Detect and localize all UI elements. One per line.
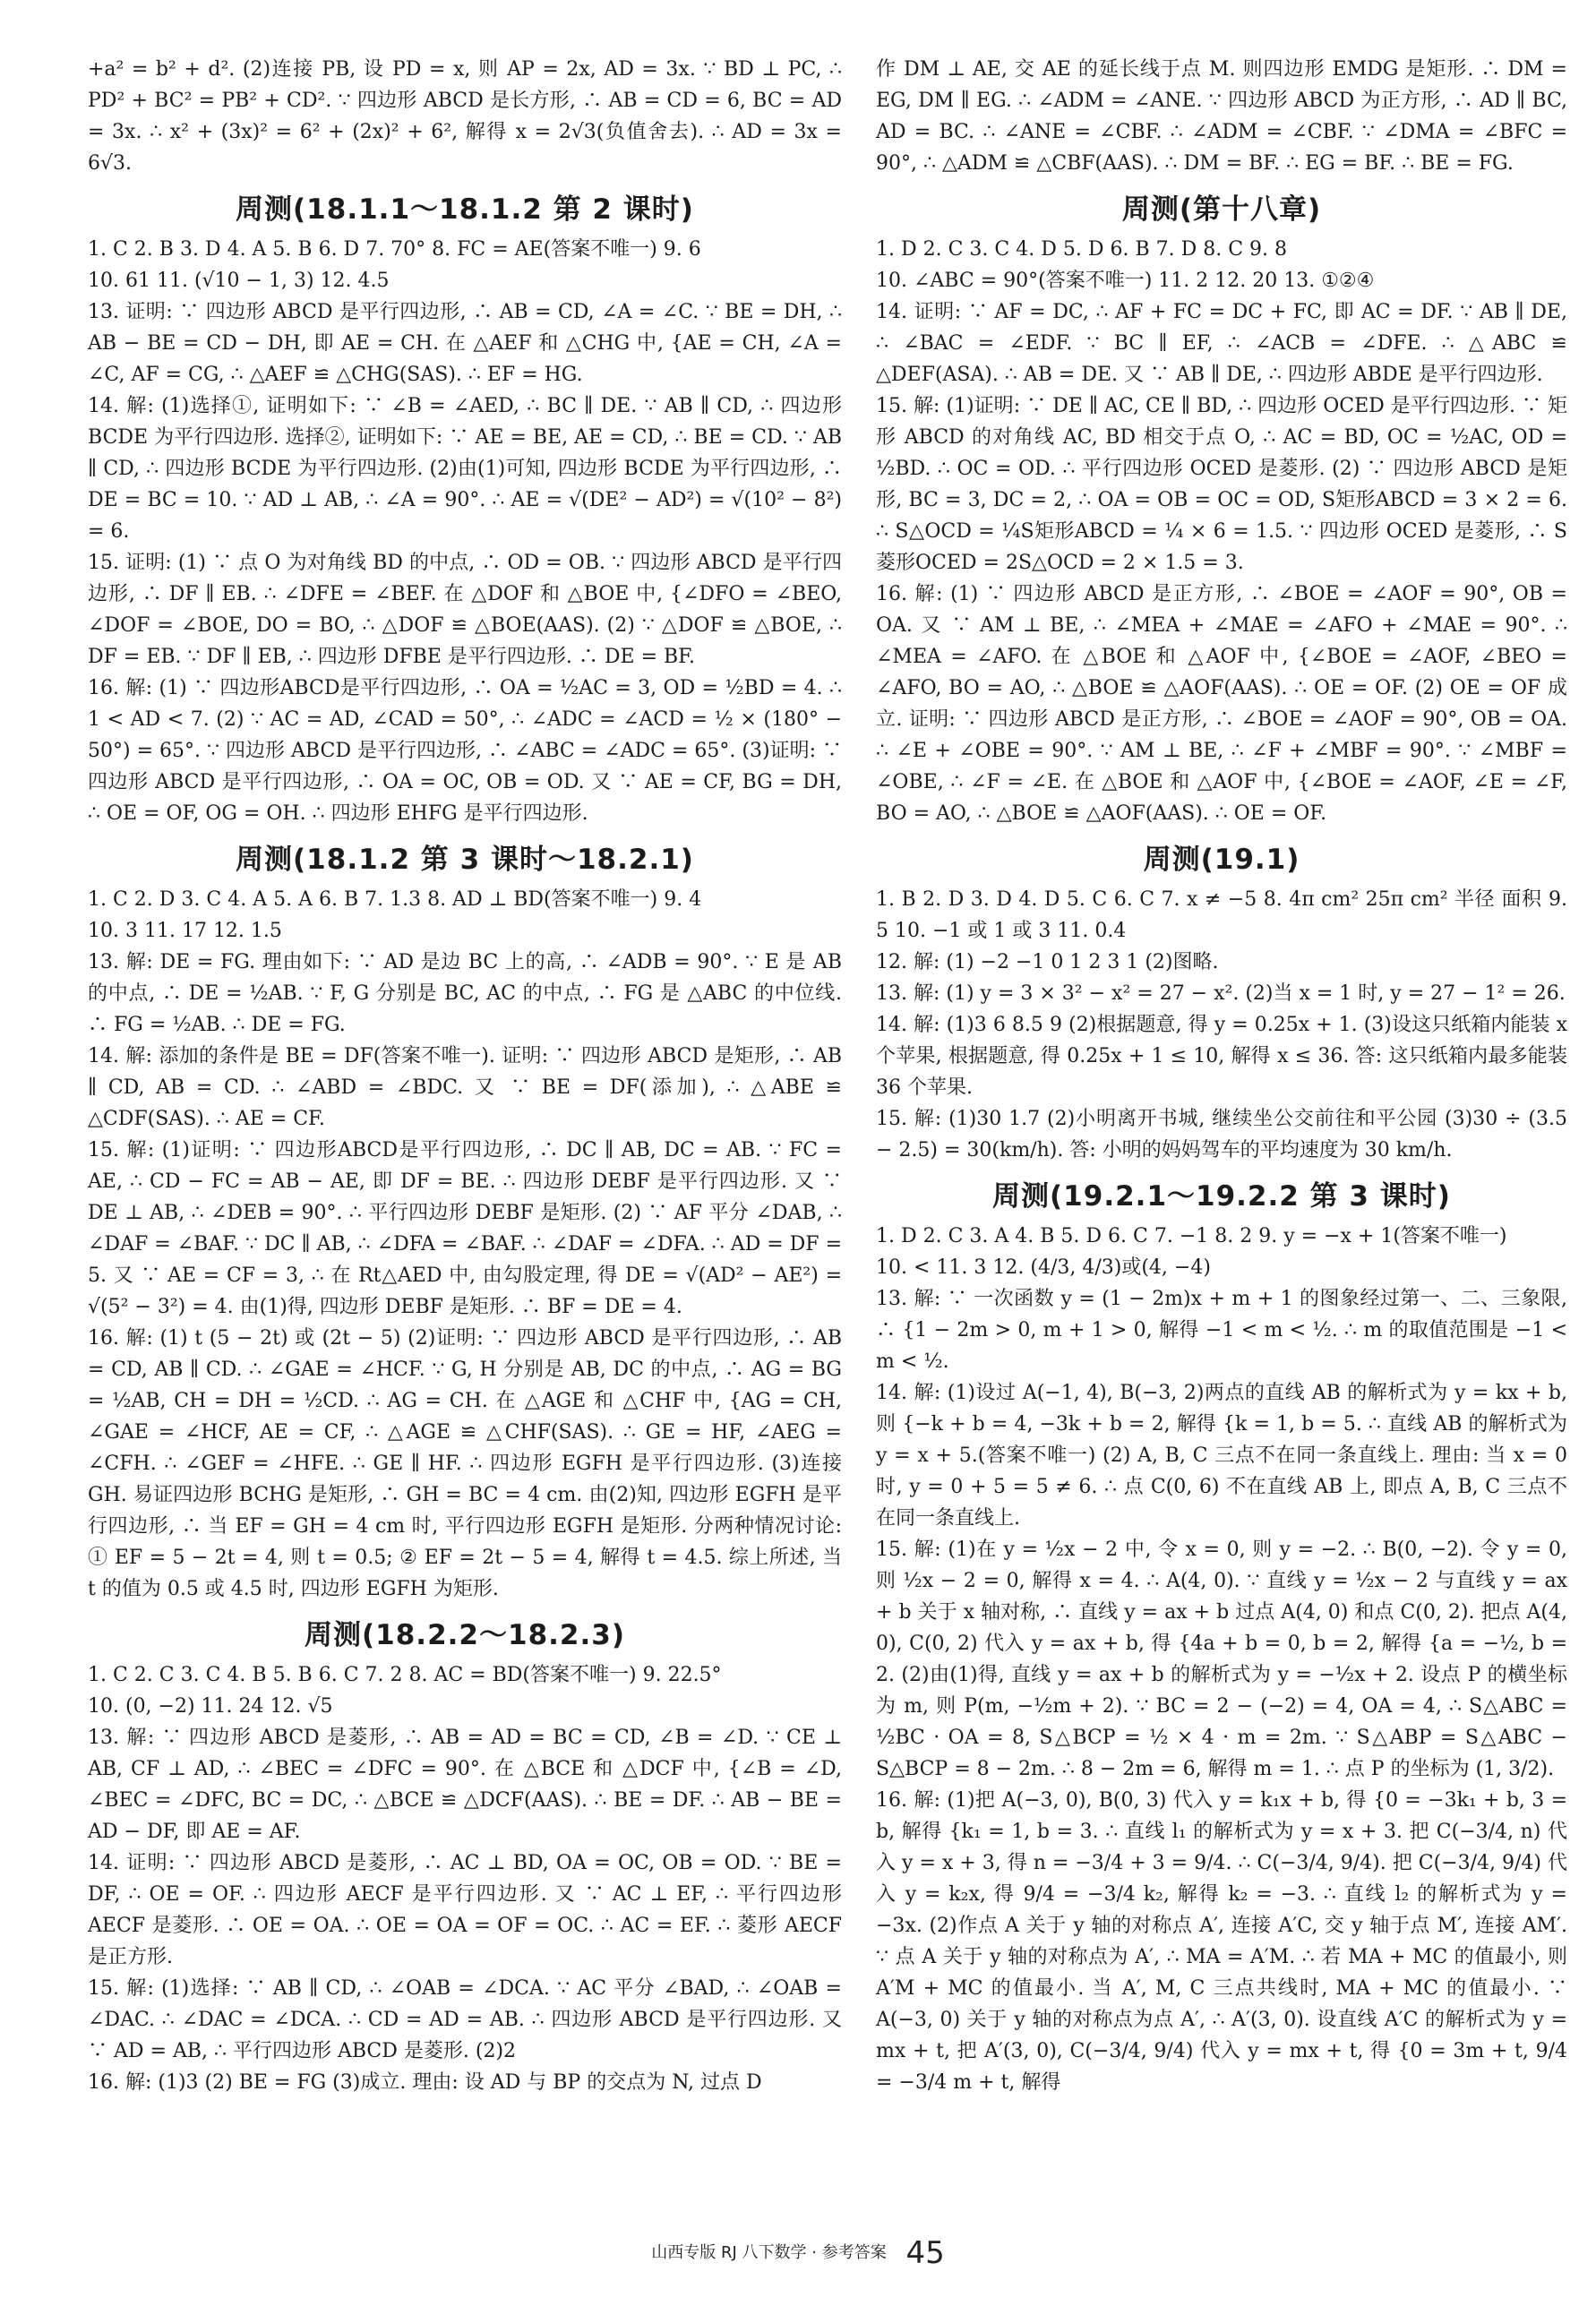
answer-paragraph: 14. 解: (1)设过 A(−1, 4), B(−3, 2)两点的直线 AB 的解析式为 y = kx + b, 则 {−k + b = 4, −3k + b = 2, 解得 {k = 1, b = 5. ∴ 直线 AB 的解析式为 y = x + 5.(答案不唯一) (2) A, B, C 三点不在同一条直线上. 理由: 当 x = 0 时, y = 0 + 5 = 5 ≠ 6. ∴ 点 C(0, 6) 不在直线 AB 上, 即点 A, B, C 三点不在同一条直线上. — [876, 1382, 1567, 1530]
footer-label: 山西专版 RJ 八下数学 · 参考答案 — [651, 2243, 887, 2262]
right-column — [876, 54, 1567, 2098]
section-heading: 周测(18.1.2 第 3 课时～18.2.1) — [236, 844, 694, 876]
answer-paragraph: 15. 证明: (1) ∵ 点 O 为对角线 BD 的中点, ∴ OD = OB. ∵ 四边形 ABCD 是平行四边形, ∴ DF ∥ EB. ∴ ∠DFE = ∠BEF. 在 △DOF 和 △BOE 中, {∠DFO = ∠BEO, ∠DOF = ∠BOE, DO = BO, ∴ △DOF ≌ △BOE(AAS). (2) ∵ △DOF ≌ △BOE, ∴ DF = EB. ∵ DF ∥ EB, ∴ 四边形 DFBE 是平行四边形. ∴ DE = BF. — [88, 552, 842, 668]
answer-paragraph: 16. 解: (1) t (5 − 2t) 或 (2t − 5) (2)证明: ∵ 四边形 ABCD 是平行四边形, ∴ AB = CD, AB ∥ CD. ∴ ∠GAE = ∠HCF. ∵ G, H 分别是 AB, DC 的中点, ∴ AG = BG = ½AB, CH = DH = ½CD. ∴ AG = CH. 在 △AGE 和 △CHF 中, {AG = CH, ∠GAE = ∠HCF, AE = CF, ∴ △AGE ≌ △CHF(SAS). ∴ GE = HF, ∠AEG = ∠CFH. ∴ ∠GEF = ∠HFE. ∴ GE ∥ HF. ∴ 四边形 EGFH 是平行四边形. (3)连接 GH. 易证四边形 BCHG 是矩形, ∴ GH = BC = 4 cm. 由(2)知, 四边形 EGFH 是平行四边形, ∴ 当 EF = GH = 4 cm 时, 平行四边形 EGFH 是矩形. 分两种情况讨论: ① EF = 5 − 2t = 4, 则 t = 0.5; ② EF = 2t − 5 = 4, 解得 t = 4.5. 综上所述, 当 t 的值为 0.5 或 4.5 时, 四边形 EGFH 为矩形. — [88, 1327, 842, 1600]
answer-paragraph: 13. 解: ∵ 四边形 ABCD 是菱形, ∴ AB = AD = BC = CD, ∠B = ∠D. ∵ CE ⊥ AB, CF ⊥ AD, ∴ ∠BEC = ∠DFC = 90°. 在 △BCE 和 △DCF 中, {∠B = ∠D, ∠BEC = ∠DFC, BC = DC, ∴ △BCE ≌ △DCF(AAS). ∴ BE = DF. ∴ AB − BE = AD − DF, 即 AE = AF. — [88, 1727, 842, 1843]
answer-paragraph: 13. 解: DE = FG. 理由如下: ∵ AD 是边 BC 上的高, ∴ ∠ADB = 90°. ∵ E 是 AB 的中点, ∴ DE = ½AB. ∵ F, G 分别是 BC, AC 的中点, ∴ FG 是 △ABC 的中位线. ∴ FG = ½AB. ∴ DE = FG. — [88, 951, 842, 1036]
answer-paragraph: 16. 解: (1) ∵ 四边形ABCD是平行四边形, ∴ OA = ½AC = 3, OD = ½BD = 4. ∴ 1 < AD < 7. (2) ∵ AC = AD, ∠CAD = 50°, ∴ ∠ADC = ∠ACD = ½ × (180° − 50°) = 65°. ∵ 四边形 ABCD 是平行四边形, ∴ ∠ABC = ∠ADC = 65°. (3)证明: ∵ 四边形 ABCD 是平行四边形, ∴ OA = OC, OB = OD. 又 ∵ AE = CF, BG = DH, ∴ OE = OF, OG = OH. ∴ 四边形 EHFG 是平行四边形. — [88, 677, 842, 825]
answer-paragraph: 14. 证明: ∵ 四边形 ABCD 是菱形, ∴ AC ⊥ BD, OA = OC, OB = OD. ∵ BE = DF, ∴ OE = OF. ∴ 四边形 AECF 是平行四边形. 又 ∵ AC ⊥ EF, ∴ 平行四边形 AECF 是菱形. ∴ OE = OA. ∴ OE = OA = OF = OC. ∴ AC = EF. ∴ 菱形 AECF 是正方形. — [88, 1852, 842, 1968]
answer-paragraph: 1. B 2. D 3. D 4. D 5. C 6. C 7. x ≠ −5 8. 4π cm² 25π cm² 半径 面积 9. 5 10. −1 或 1 或 3 11. 0.4 — [876, 888, 1567, 942]
answer-paragraph: 14. 证明: ∵ AF = DC, ∴ AF + FC = DC + FC, 即 AC = DF. ∵ AB ∥ DE, ∴ ∠BAC = ∠EDF. ∵ BC ∥ EF, ∴ ∠ACB = ∠DFE. ∴ △ABC ≌ △DEF(ASA). ∴ AB = DE. 又 ∵ AB ∥ DE, ∴ 四边形 ABDE 是平行四边形. — [876, 301, 1567, 386]
answer-paragraph: 1. C 2. C 3. C 4. B 5. B 6. C 7. 2 8. AC = BD(答案不唯一) 9. 22.5° — [88, 1664, 722, 1686]
answer-paragraph: 13. 解: (1) y = 3 × 3² − x² = 27 − x². (2)当 x = 1 时, y = 27 − 1² = 26. — [876, 982, 1566, 1005]
section-heading: 周测(第十八章) — [1121, 193, 1322, 226]
answer-paragraph: 15. 解: (1)在 y = ½x − 2 中, 令 x = 0, 则 y = −2. ∴ B(0, −2). 令 y = 0, 则 ½x − 2 = 0, 解得 x = 4. ∴ A(4, 0). ∵ 直线 y = ½x − 2 与直线 y = ax + b 关于 x 轴对称, ∴ 直线 y = ax + b 过点 A(4, 0) 和点 C(0, 2). 把点 A(4, 0), C(0, 2) 代入 y = ax + b, 得 {4a + b = 0, b = 2, 解得 {a = −½, b = 2. (2)由(1)得, 直线 y = ax + b 的解析式为 y = −½x + 2. 设点 P 的横坐标为 m, 则 P(m, −½m + 2). ∵ BC = 2 − (−2) = 4, OA = 4, ∴ S△ABC = ½BC · OA = 8, S△BCP = ½ × 4 · m = 2m. ∵ S△ABP = S△ABC − S△BCP = 8 − 2m. ∴ 8 − 2m = 6, 解得 m = 1. ∴ 点 P 的坐标为 (1, 3/2). — [876, 1538, 1567, 1780]
answer-paragraph: 12. 解: (1) −2 −1 0 1 2 3 1 (2)图略. — [876, 951, 1219, 973]
answer-paragraph: 14. 解: (1)3 6 8.5 9 (2)根据题意, 得 y = 0.25x + 1. (3)设这只纸箱内能装 x 个苹果, 根据题意, 得 0.25x + 1 ≤ 10, 解得 x ≤ 36. 答: 这只纸箱内最多能装 36 个苹果. — [876, 1014, 1567, 1099]
answer-paragraph: 10. ∠ABC = 90°(答案不唯一) 11. 2 12. 20 13. ①②④ — [876, 270, 1375, 292]
answer-paragraph: 15. 解: (1)证明: ∵ DE ∥ AC, CE ∥ BD, ∴ 四边形 OCED 是平行四边形. ∵ 矩形 ABCD 的对角线 AC, BD 相交于点 O, ∴ AC = BD, OC = ½AC, OD = ½BD. ∴ OC = OD. ∴ 平行四边形 OCED 是菱形. (2) ∵ 四边形 ABCD 是矩形, BC = 3, DC = 2, ∴ OA = OB = OC = OD, S矩形ABCD = 3 × 2 = 6. ∴ S△OCD = ¼S矩形ABCD = ¼ × 6 = 1.5. ∵ 四边形 OCED 是菱形, ∴ S菱形OCED = 2S△OCD = 2 × 1.5 = 3. — [876, 395, 1567, 574]
section-heading: 周测(18.2.2～18.2.3) — [305, 1619, 625, 1651]
left-column — [88, 54, 842, 2098]
answer-paragraph: 16. 解: (1)把 A(−3, 0), B(0, 3) 代入 y = k₁x + b, 得 {0 = −3k₁ + b, 3 = b, 解得 {k₁ = 1, b = 3. ∴ 直线 l₁ 的解析式为 y = x + 3. 把 C(−3/4, n) 代入 y = x + 3, 得 n = −3/4 + 3 = 9/4. ∴ C(−3/4, 9/4). 把 C(−3/4, 9/4) 代入 y = k₂x, 得 9/4 = −3/4 k₂, 解得 k₂ = −3. ∴ 直线 l₂ 的解析式为 y = −3x. (2)作点 A 关于 y 轴的对称点 A′, 连接 A′C, 交 y 轴于点 M′, 连接 AM′. ∵ 点 A 关于 y 轴的对称点为 A′, ∴ MA = A′M. ∴ 若 MA + MC 的值最小, 则 A′M + MC 的值最小. 当 A′, M, C 三点共线时, MA + MC 的值最小. ∵ A(−3, 0) 关于 y 轴的对称点为点 A′, ∴ A′(3, 0). 设直线 A′C 的解析式为 y = mx + t, 把 A′(3, 0), C(−3/4, 9/4) 代入 y = mx + t, 得 {0 = 3m + t, 9/4 = −3/4 m + t, 解得 — [876, 1789, 1567, 2094]
answer-paragraph: 1. C 2. D 3. C 4. A 5. A 6. B 7. 1.3 8. AD ⊥ BD(答案不唯一) 9. 4 — [88, 888, 702, 911]
answer-paragraph: +a² = b² + d². (2)连接 PB, 设 PD = x, 则 AP = 2x, AD = 3x. ∵ BD ⊥ PC, ∴ PD² + BC² = PB² + CD². ∵ 四边形 ABCD 是长方形, ∴ AB = CD = 6, BC = AD = 3x. ∴ x² + (3x)² = 6² + (2x)² + 6², 解得 x = 2√3(负值舍去). ∴ AD = 3x = 6√3. — [88, 58, 842, 175]
page-footer — [0, 2235, 1596, 2271]
answer-paragraph: 16. 解: (1) ∵ 四边形 ABCD 是正方形, ∴ ∠BOE = ∠AOF = 90°, OB = OA. 又 ∵ AM ⊥ BE, ∴ ∠MEA + ∠MAE = ∠AFO + ∠MAE = 90°. ∴ ∠MEA = ∠AFO. 在 △BOE 和 △AOF 中, {∠BOE = ∠AOF, ∠BEO = ∠AFO, BO = AO, ∴ △BOE ≌ △AOF(AAS). ∴ OE = OF. (2) OE = OF 成立. 证明: ∵ 四边形 ABCD 是正方形, ∴ ∠BOE = ∠AOF = 90°, OB = OA. ∴ ∠E + ∠OBE = 90°. ∵ AM ⊥ BE, ∴ ∠F + ∠MBF = 90°. ∵ ∠MBF = ∠OBE, ∴ ∠F = ∠E. 在 △BOE 和 △AOF 中, {∠BOE = ∠AOF, ∠E = ∠F, BO = AO, ∴ △BOE ≌ △AOF(AAS). ∴ OE = OF. — [876, 583, 1567, 825]
answer-paragraph: 14. 解: (1)选择①, 证明如下: ∵ ∠B = ∠AED, ∴ BC ∥ DE. ∵ AB ∥ CD, ∴ 四边形 BCDE 为平行四边形. 选择②, 证明如下: ∵ AE = BE, AE = CD, ∴ BE = CD. ∵ AB ∥ CD, ∴ 四边形 BCDE 为平行四边形. (2)由(1)可知, 四边形 BCDE 为平行四边形, ∴ DE = BC = 10. ∵ AD ⊥ AB, ∴ ∠A = 90°. ∴ AE = √(DE² − AD²) = √(10² − 8²) = 6. — [88, 395, 842, 543]
answer-paragraph: 10. < 11. 3 12. (4/3, 4/3)或(4, −4) — [876, 1256, 1211, 1279]
section-heading: 周测(18.1.1～18.1.2 第 2 课时) — [236, 193, 694, 226]
answer-paragraph: 15. 解: (1)选择: ∵ AB ∥ CD, ∴ ∠OAB = ∠DCA. ∵ AC 平分 ∠BAD, ∴ ∠OAB = ∠DAC. ∴ ∠DAC = ∠DCA. ∴ CD = AD = AB. ∴ 四边形 ABCD 是平行四边形. 又 ∵ AD = AB, ∴ 平行四边形 ABCD 是菱形. (2)2 — [88, 1977, 842, 2062]
answer-paragraph: 16. 解: (1)3 (2) BE = FG (3)成立. 理由: 设 AD 与 BP 的交点为 N, 过点 D — [88, 2071, 762, 2094]
answer-paragraph: 作 DM ⊥ AE, 交 AE 的延长线于点 M. 则四边形 EMDG 是矩形. ∴ DM = EG, DM ∥ EG. ∴ ∠ADM = ∠ANE. ∵ 四边形 ABCD 为正方形, ∴ AD ∥ BC, AD = BC. ∴ ∠ANE = ∠CBF. ∴ ∠ADM = ∠CBF. ∵ ∠DMA = ∠BFC = 90°, ∴ △ADM ≌ △CBF(AAS). ∴ DM = BF. ∴ EG = BF. ∴ BE = FG. — [876, 58, 1567, 175]
page-number: 45 — [905, 2235, 945, 2271]
answer-paragraph: 13. 证明: ∵ 四边形 ABCD 是平行四边形, ∴ AB = CD, ∠A = ∠C. ∵ BE = DH, ∴ AB − BE = CD − DH, 即 AE = CH. 在 △AEF 和 △CHG 中, {AE = CH, ∠A = ∠C, AF = CG, ∴ △AEF ≌ △CHG(SAS). ∴ EF = HG. — [88, 301, 842, 386]
answer-paragraph: 14. 解: 添加的条件是 BE = DF(答案不唯一). 证明: ∵ 四边形 ABCD 是矩形, ∴ AB ∥ CD, AB = CD. ∴ ∠ABD = ∠BDC. 又 ∵ BE = DF(添加), ∴ △ABE ≌ △CDF(SAS). ∴ AE = CF. — [88, 1045, 842, 1130]
answer-paragraph: 13. 解: ∵ 一次函数 y = (1 − 2m)x + m + 1 的图象经过第一、二、三象限, ∴ {1 − 2m > 0, m + 1 > 0, 解得 −1 < m < ½. ∴ m 的取值范围是 −1 < m < ½. — [876, 1288, 1567, 1373]
answer-paragraph: 15. 解: (1)证明: ∵ 四边形ABCD是平行四边形, ∴ DC ∥ AB, DC = AB. ∵ FC = AE, ∴ CD − FC = AB − AE, 即 DF = BE. ∴ 四边形 DEBF 是平行四边形. 又 ∵ DE ⊥ AB, ∴ ∠DEB = 90°. ∴ 平行四边形 DEBF 是矩形. (2) ∵ AF 平分 ∠DAB, ∴ ∠DAF = ∠BAF. ∵ DC ∥ AB, ∴ ∠DFA = ∠BAF. ∴ ∠DAF = ∠DFA. ∴ AD = DF = 5. 又 ∵ AE = CF = 3, ∴ 在 Rt△AED 中, 由勾股定理, 得 DE = √(AD² − AE²) = √(5² − 3²) = 4. 由(1)得, 四边形 DEBF 是矩形. ∴ BF = DE = 4. — [88, 1139, 842, 1318]
section-heading: 周测(19.1) — [1143, 844, 1300, 876]
answer-paragraph: 10. 61 11. (√10 − 1, 3) 12. 4.5 — [88, 270, 390, 292]
answer-paragraph: 10. (0, −2) 11. 24 12. √5 — [88, 1695, 333, 1718]
answer-paragraph: 1. C 2. B 3. D 4. A 5. B 6. D 7. 70° 8. FC = AE(答案不唯一) 9. 6 — [88, 238, 701, 261]
answer-paragraph: 1. D 2. C 3. A 4. B 5. D 6. C 7. −1 8. 2 9. y = −x + 1(答案不唯一) — [876, 1225, 1507, 1247]
section-heading: 周测(19.2.1～19.2.2 第 3 课时) — [992, 1180, 1451, 1213]
answer-paragraph: 15. 解: (1)30 1.7 (2)小明离开书城, 继续坐公交前往和平公园 (3)30 ÷ (3.5 − 2.5) = 30(km/h). 答: 小明的妈妈驾车的平均速度为 30 km/h. — [876, 1108, 1567, 1161]
answer-paragraph: 1. D 2. C 3. C 4. D 5. D 6. B 7. D 8. C 9. 8 — [876, 238, 1288, 261]
answer-paragraph: 10. 3 11. 17 12. 1.5 — [88, 920, 282, 942]
